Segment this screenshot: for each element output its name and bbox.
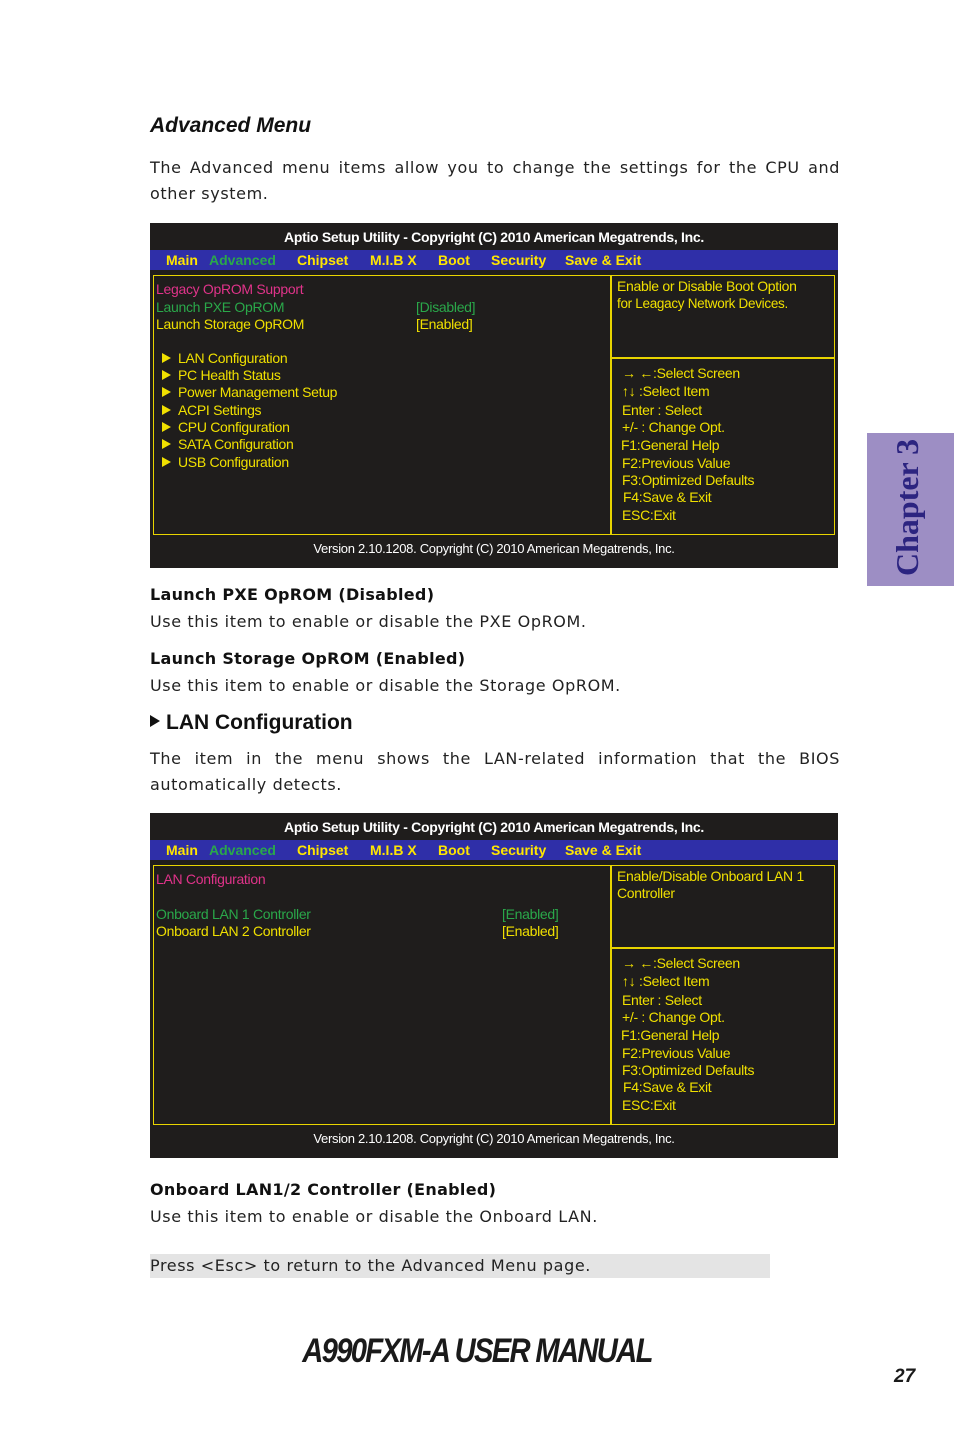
key-general-help: F1:General Help <box>621 1027 720 1043</box>
section-title-advanced-menu: Advanced Menu <box>150 114 312 137</box>
key-previous-value: F2:Previous Value <box>622 1045 731 1061</box>
menu-tab-mibx[interactable]: M.I.B X <box>370 842 417 858</box>
key-enter-select: Enter : Select <box>622 992 702 1008</box>
submenu-lan-configuration[interactable]: LAN Configuration <box>162 350 287 366</box>
intro-line-1: The Advanced menu items allow you to change the settings for the CPU and <box>150 158 840 177</box>
key-previous-value: F2:Previous Value <box>622 455 731 471</box>
onboard-lan1-value[interactable]: [Enabled] <box>502 906 559 922</box>
launch-pxe-oprom-label[interactable]: Launch PXE OpROM <box>156 299 285 315</box>
bios-menu-bar <box>150 250 838 270</box>
intro-line-2: other system. <box>150 184 269 203</box>
help-line-1: Enable or Disable Boot Option <box>617 278 797 294</box>
key-enter-select: Enter : Select <box>622 402 702 418</box>
bios-screen-advanced <box>150 223 838 568</box>
pxe-text: Use this item to enable or disable the PXE OpROM. <box>150 612 587 631</box>
menu-tab-main[interactable]: Main <box>166 252 198 268</box>
onboard-lan-heading: Onboard LAN1/2 Controller (Enabled) <box>150 1180 497 1199</box>
menu-tab-advanced[interactable]: Advanced <box>209 842 276 858</box>
launch-storage-oprom-value[interactable]: [Enabled] <box>416 316 473 332</box>
key-select-item: ↑↓ :Select Item <box>622 973 710 989</box>
key-save-exit: F4:Save & Exit <box>623 489 712 505</box>
help-line-2: for Leagacy Network Devices. <box>617 296 788 311</box>
pxe-heading: Launch PXE OpROM (Disabled) <box>150 585 435 604</box>
menu-tab-chipset[interactable]: Chipset <box>297 842 349 858</box>
storage-heading: Launch Storage OpROM (Enabled) <box>150 649 466 668</box>
submenu-cpu-configuration[interactable]: CPU Configuration <box>162 419 290 435</box>
menu-tab-main[interactable]: Main <box>166 842 198 858</box>
menu-tab-advanced[interactable]: Advanced <box>209 252 276 268</box>
chapter-tab <box>867 433 954 586</box>
onboard-lan2-label[interactable]: Onboard LAN 2 Controller <box>156 923 311 939</box>
esc-return-note: Press <Esc> to return to the Advanced Menu page. <box>150 1254 770 1278</box>
menu-tab-security[interactable]: Security <box>491 842 547 858</box>
menu-tab-boot[interactable]: Boot <box>438 252 470 268</box>
bios-title: Aptio Setup Utility - Copyright (C) 2010 American Megatrends, Inc. <box>284 819 704 835</box>
manual-title: A990FXM-A USER MANUAL <box>302 1332 652 1370</box>
menu-tab-save-exit[interactable]: Save & Exit <box>565 842 642 858</box>
key-select-screen: → ←:Select Screen <box>622 955 740 971</box>
key-optimized-defaults: F3:Optimized Defaults <box>622 472 755 488</box>
bios-footer: Version 2.10.1208. Copyright (C) 2010 American Megatrends, Inc. <box>313 1131 675 1146</box>
lan-configuration-title: LAN Configuration <box>156 871 266 887</box>
bios-menu-bar <box>150 840 838 860</box>
menu-tab-security[interactable]: Security <box>491 252 547 268</box>
bios-help-panel <box>611 865 835 948</box>
submenu-arrow-icon <box>162 353 171 363</box>
key-esc-exit: ESC:Exit <box>622 1097 676 1113</box>
bios-keys-panel <box>611 948 835 1125</box>
key-select-item: ↑↓ :Select Item <box>622 383 710 399</box>
legacy-oprom-support-label: Legacy OpROM Support <box>156 281 304 297</box>
bios-screen-lan <box>150 813 838 1158</box>
submenu-power-management-setup[interactable]: Power Management Setup <box>162 384 337 400</box>
launch-pxe-oprom-value[interactable]: [Disabled] <box>416 299 476 315</box>
submenu-acpi-settings[interactable]: ACPI Settings <box>162 402 261 418</box>
lan-text-line-2: automatically detects. <box>150 775 342 794</box>
chapter-label: Chapter 3 <box>889 438 925 576</box>
bios-help-panel <box>611 275 835 358</box>
submenu-arrow-icon <box>162 405 171 415</box>
menu-tab-mibx[interactable]: M.I.B X <box>370 252 417 268</box>
submenu-arrow-icon <box>162 439 171 449</box>
help-line-2: Controller <box>617 885 675 901</box>
onboard-lan2-value[interactable]: [Enabled] <box>502 923 559 939</box>
storage-text: Use this item to enable or disable the Storage OpROM. <box>150 676 621 695</box>
key-save-exit: F4:Save & Exit <box>623 1079 712 1095</box>
bios-main-panel <box>153 865 611 1125</box>
submenu-pc-health-status[interactable]: PC Health Status <box>162 367 281 383</box>
submenu-arrow-icon <box>162 387 171 397</box>
lan-configuration-heading: LAN Configuration <box>150 711 353 735</box>
submenu-arrow-icon <box>162 422 171 432</box>
key-change-opt: +/- : Change Opt. <box>622 419 725 435</box>
onboard-lan-text: Use this item to enable or disable the Onboard LAN. <box>150 1207 598 1226</box>
launch-storage-oprom-label[interactable]: Launch Storage OpROM <box>156 316 305 332</box>
bios-footer: Version 2.10.1208. Copyright (C) 2010 American Megatrends, Inc. <box>313 541 675 556</box>
menu-tab-boot[interactable]: Boot <box>438 842 470 858</box>
menu-tab-chipset[interactable]: Chipset <box>297 252 349 268</box>
submenu-sata-configuration[interactable]: SATA Configuration <box>162 436 293 452</box>
bios-keys-panel <box>611 358 835 535</box>
bios-main-panel <box>153 275 611 535</box>
onboard-lan1-label[interactable]: Onboard LAN 1 Controller <box>156 906 311 922</box>
key-general-help: F1:General Help <box>621 437 720 453</box>
bios-title: Aptio Setup Utility - Copyright (C) 2010 American Megatrends, Inc. <box>284 229 704 245</box>
help-line-1: Enable/Disable Onboard LAN 1 <box>617 868 804 884</box>
submenu-arrow-icon <box>162 370 171 380</box>
lan-text-line-1: The item in the menu shows the LAN-related information that the BIOS <box>150 749 840 768</box>
submenu-usb-configuration[interactable]: USB Configuration <box>162 454 289 470</box>
key-change-opt: +/- : Change Opt. <box>622 1009 725 1025</box>
triangle-icon <box>150 715 160 727</box>
page-number: 27 <box>894 1366 916 1387</box>
key-esc-exit: ESC:Exit <box>622 507 676 523</box>
key-select-screen: → ←:Select Screen <box>622 365 740 381</box>
submenu-arrow-icon <box>162 457 171 467</box>
menu-tab-save-exit[interactable]: Save & Exit <box>565 252 642 268</box>
key-optimized-defaults: F3:Optimized Defaults <box>622 1062 755 1078</box>
